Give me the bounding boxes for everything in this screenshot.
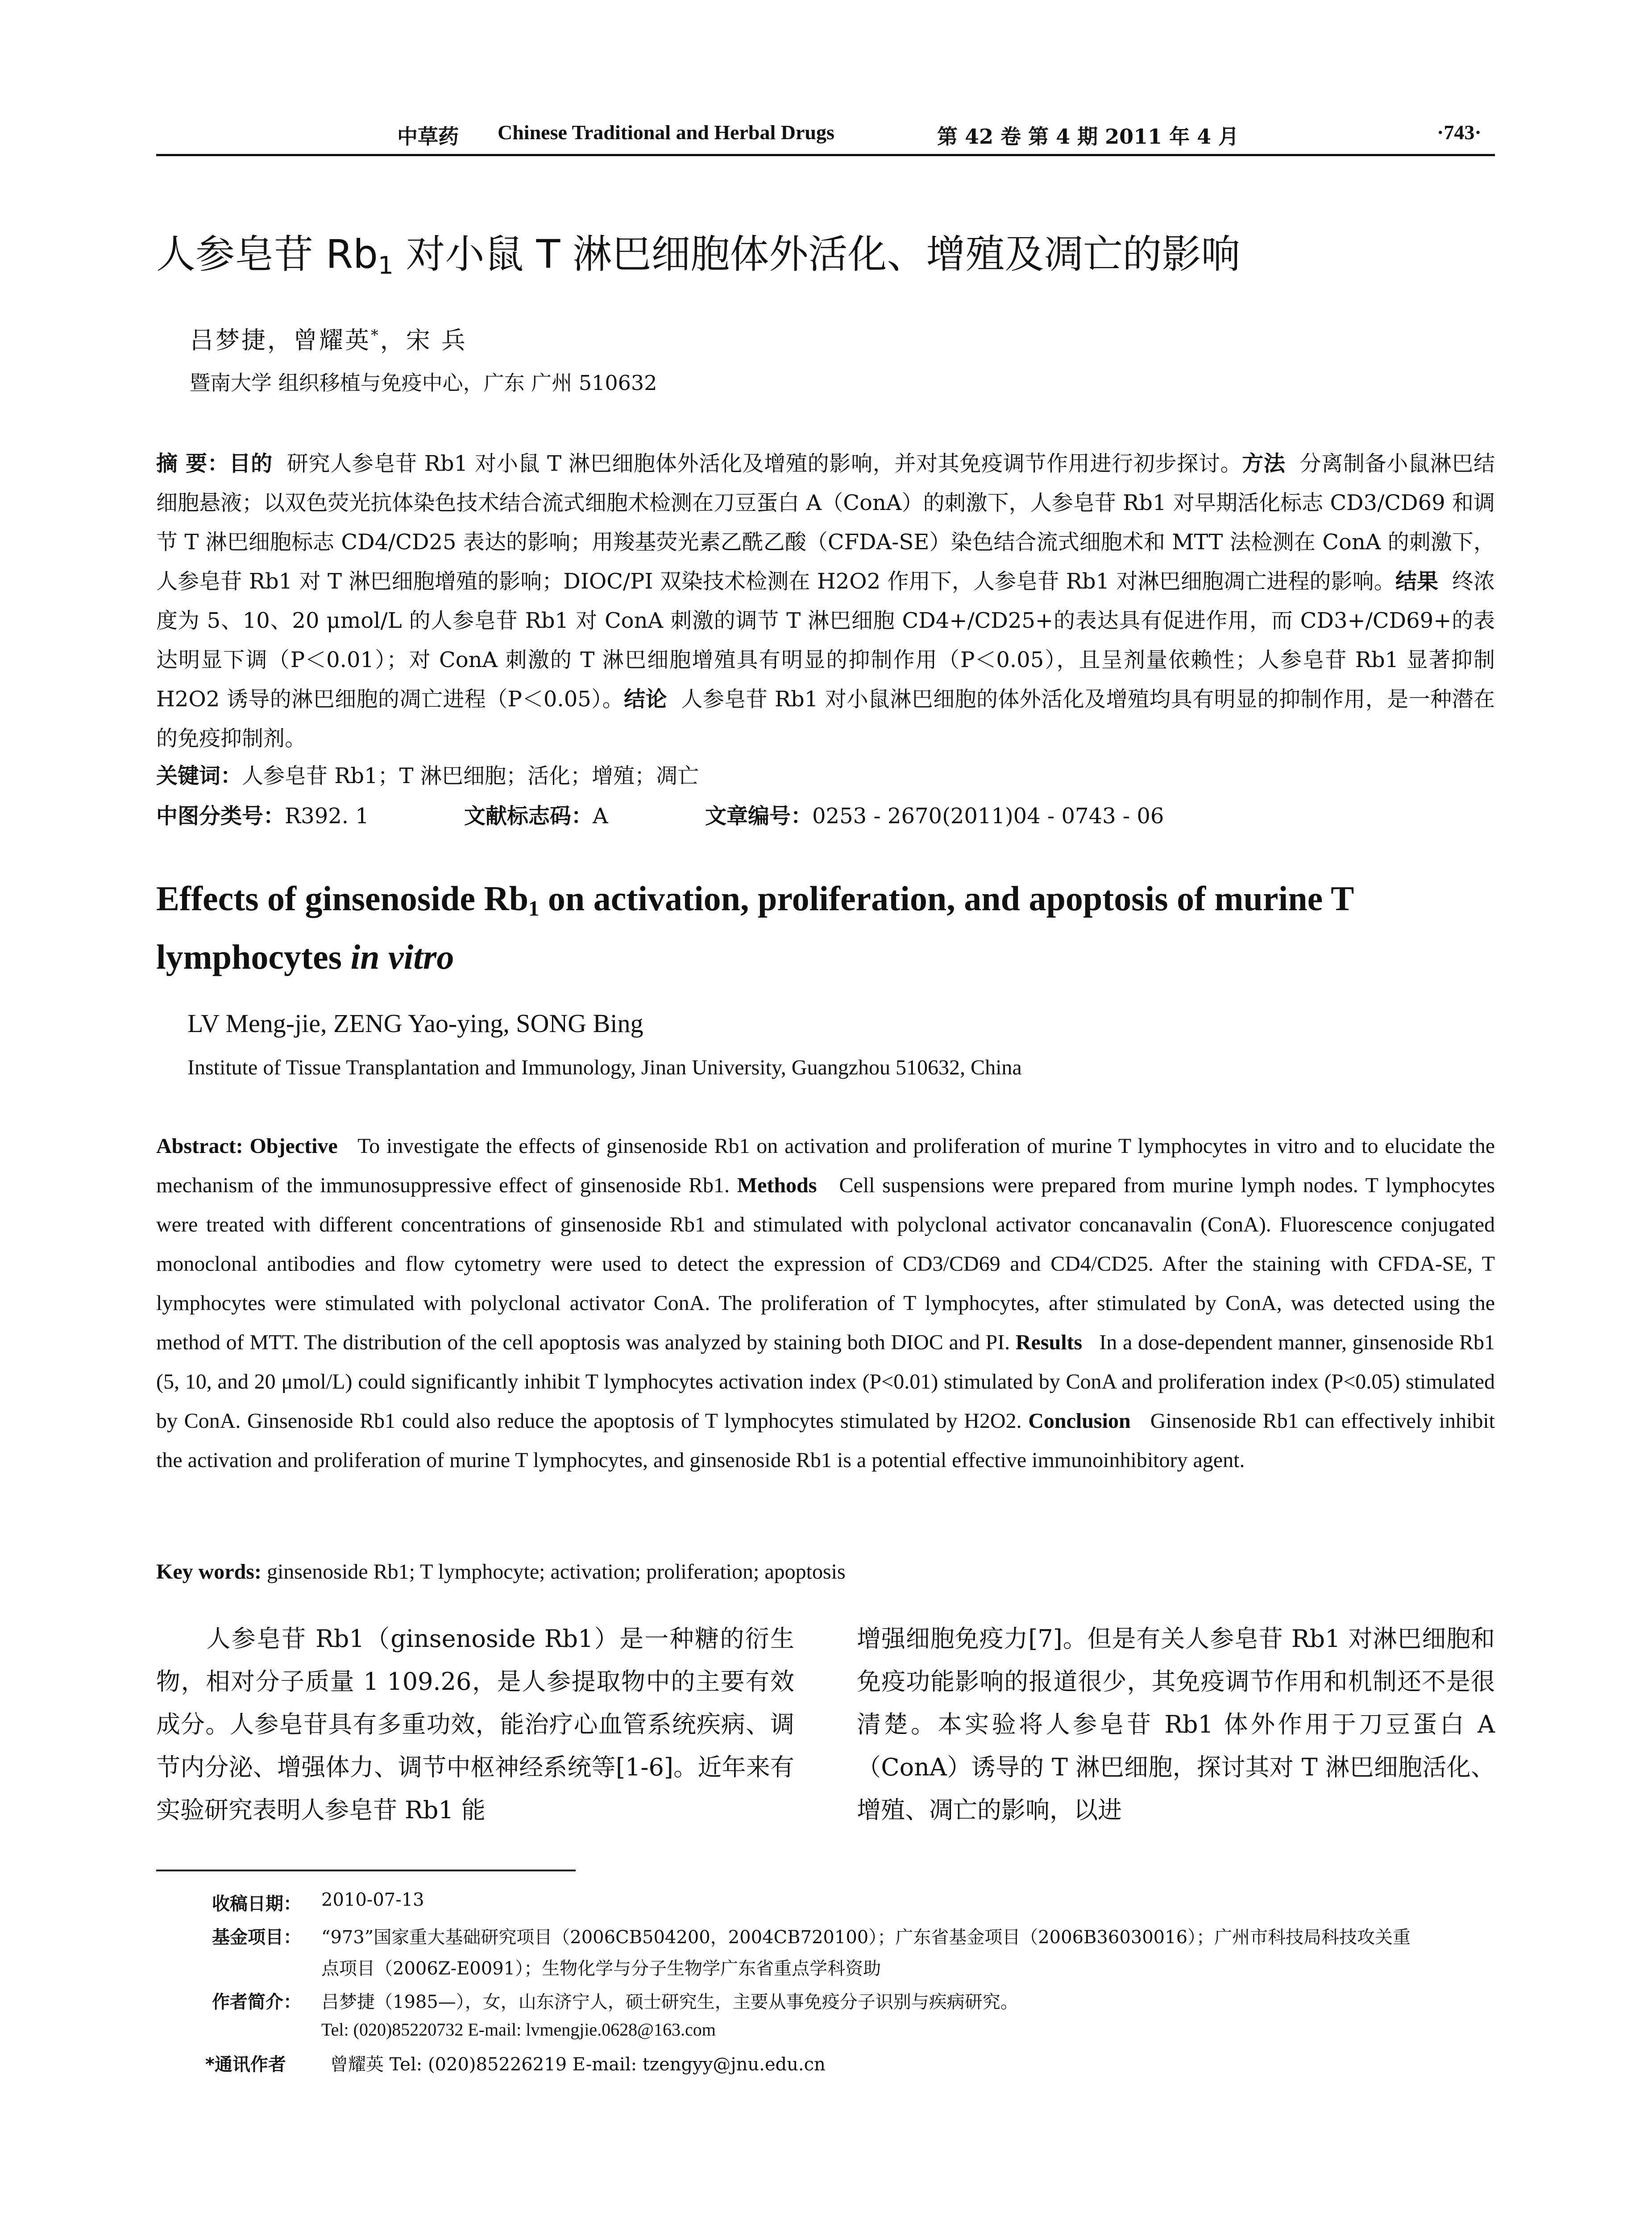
article-number — [705, 799, 1164, 829]
methods-text-en: Cell suspensions were prepared from murine lymph nodes. T lymphocytes were treated with different concentrations of ginsenoside Rb1 and stimulated with polyclonal activator concanavalin (ConA). Fluorescence conjugated monoclonal antibodies and flow cytometry were used to detect the expression of CD3/CD69 and CD4/CD25. After the staining with CFDA-SE, T lymphocytes were stimulated with polyclonal activator ConA. The proliferation of T lymphocytes, after stimulated by ConA, was detected using the method of MTT. The distribution of the cell apoptosis was analyzed by staining both DIOC and PI. — [156, 1174, 1495, 1354]
authors-cn-pre: 吕梦捷，曾耀英 — [190, 326, 371, 354]
header-rule — [156, 154, 1495, 156]
authors-cn — [190, 321, 467, 356]
keywords-cn — [156, 759, 699, 789]
conclusion-text-en: Ginsenoside Rb1 can effectively inhibit the activation and proliferation of murine T lymphocytes, and ginsenoside Rb1 is a potential effective immunoinhibitory agent. — [156, 1409, 1495, 1472]
article-number-value: 0253 - 2670(2011)04 - 0743 - 06 — [812, 804, 1164, 829]
authors-en: LV Meng-jie, ZENG Yao-ying, SONG Bing — [187, 1009, 643, 1038]
doc-code-value: A — [593, 804, 608, 829]
title-cn-post: 对小鼠 T 淋巴细胞体外活化、增殖及凋亡的影响 — [393, 231, 1241, 277]
article-number-label: 文章编号： — [705, 804, 813, 829]
conclusion-text-cn: 人参皂苷 Rb1 对小鼠淋巴细胞的体外活化及增殖均具有明显的抑制作用，是一种潜在的免疫抑制剂。 — [156, 687, 1495, 751]
received-label: 收稿日期： — [212, 1894, 301, 1914]
funding-line-2: 点项目（2006Z-E0091）；生物化学与分子生物学广东省重点学科资助 — [321, 1958, 881, 1979]
doc-code-label: 文献标志码： — [464, 804, 593, 829]
clc-label: 中图分类号： — [156, 804, 285, 829]
journal-name-en: Chinese Traditional and Herbal Drugs — [498, 121, 834, 144]
corresponding-mark: * — [371, 326, 380, 344]
title-en-pre: Effects of ginsenoside Rb — [156, 879, 529, 918]
objective-text-cn: 研究人参皂苷 Rb1 对小鼠 T 淋巴细胞体外活化及增殖的影响，并对其免疫调节作用进行初步探讨。 — [286, 451, 1242, 476]
page-number: ·743· — [1437, 121, 1482, 144]
doc-code — [464, 799, 608, 829]
title-cn — [156, 223, 1240, 280]
title-en-italic: in vitro — [350, 937, 454, 977]
title-cn-sub: 1 — [378, 251, 394, 280]
methods-label-cn: 方法 — [1242, 451, 1286, 476]
received-date: 2010-07-13 — [321, 1890, 424, 1910]
title-en-mid: on activation, proliferation, and apoptosis of murine T lymphocytes — [156, 879, 1353, 977]
methods-label-en: Methods — [737, 1174, 817, 1197]
funding-line-1: “973”国家重大基础研究项目（2006CB504200，2004CB720100）；广东省基金项目（2006B36030016）；广州市科技局科技攻关重 — [321, 1927, 1411, 1948]
classification-row — [156, 799, 369, 829]
body-column-right: 增强细胞免疫力[7]。但是有关人参皂苷 Rb1 对淋巴细胞和免疫功能影响的报道很少，其免疫调节作用和机制还不是很清楚。本实验将人参皂苷 Rb1 体外作用于刀豆蛋白 A（ConA）诱导的 T 淋巴细胞，探讨其对 T 淋巴细胞活化、增殖、凋亡的影响，以进 — [857, 1625, 1495, 1824]
title-en-sub: 1 — [528, 897, 540, 921]
conclusion-label-cn: 结论 — [624, 687, 667, 712]
authors-cn-post: ，宋 兵 — [380, 326, 467, 354]
results-label-cn: 结果 — [1395, 569, 1439, 594]
conclusion-label-en: Conclusion — [1028, 1409, 1131, 1433]
journal-issue: 第 42 卷 第 4 期 2011 年 4 月 — [937, 124, 1239, 149]
objective-text-en: To investigate the effects of ginsenoside Rb1 on activation and proliferation of murine T lymphocytes in vitro and to elucidate the mechanism of the immunosuppressive effect of ginsenoside Rb1. — [156, 1134, 1495, 1197]
body-column-left — [156, 1617, 794, 1832]
footnote-rule — [156, 1870, 576, 1871]
results-label-en: Results — [1015, 1331, 1083, 1354]
abstract-en-label: Abstract: — [156, 1134, 243, 1158]
funding-label: 基金项目： — [212, 1927, 301, 1948]
body-left-text: 人参皂苷 Rb1（ginsenoside Rb1）是一种糖的衍生物，相对分子质量 1 109.26，是人参提取物中的主要有效成分。人参皂苷具有多重功效，能治疗心血管系统疾病、调节内分泌、增强体力、调节中枢神经系统等[1-6]。近年来有实验研究表明人参皂苷 Rb1 能 — [156, 1625, 794, 1824]
corresponding-label: *通讯作者 — [205, 2054, 286, 2075]
keywords-cn-label: 关键词： — [156, 763, 242, 788]
author-bio-line-2: Tel: (020)85220732 E-mail: lvmengjie.0628@163.com — [321, 2020, 716, 2040]
results-text-cn: 终浓度为 5、10、20 μmol/L 的人参皂苷 Rb1 对 ConA 刺激的调节 T 淋巴细胞 CD4+/CD25+的表达具有促进作用，而 CD3+/CD69+的表达明显下调（P＜0.01）；对 ConA 刺激的 T 淋巴细胞增殖具有明显的抑制作用（P＜0.05），且呈剂量依赖性；人参皂苷 Rb1 显著抑制 H2O2 诱导的淋巴细胞的凋亡进程（P＜0.05）。 — [156, 569, 1495, 712]
title-en — [156, 875, 1517, 981]
methods-text-cn: 分离制备小鼠淋巴结细胞悬液；以双色荧光抗体染色技术结合流式细胞术检测在刀豆蛋白 A（ConA）的刺激下，人参皂苷 Rb1 对早期活化标志 CD3/CD69 和调节 T 淋巴细胞标志 CD4/CD25 表达的影响；用羧基荧光素乙酰乙酸（CFDA-SE）染色结合流式细胞术和 MTT 法检测在 ConA 的刺激下，人参皂苷 Rb1 对 T 淋巴细胞增殖的影响；DIOC/PI 双染技术检测在 H2O2 作用下，人参皂苷 Rb1 对淋巴细胞凋亡进程的影响。 — [156, 451, 1495, 594]
objective-label-cn: 目的 — [229, 451, 273, 476]
journal-name-cn: 中草药 — [397, 124, 459, 149]
author-bio-label: 作者简介： — [212, 1992, 301, 2012]
keywords-en-text: ginsenoside Rb1; T lymphocyte; activation; proliferation; apoptosis — [266, 1560, 846, 1584]
keywords-en-label: Key words: — [156, 1560, 261, 1584]
corresponding-info: 曾耀英 Tel: (020)85226219 E-mail: tzengyy@jnu.edu.cn — [330, 2054, 826, 2075]
author-bio-line-1: 吕梦捷（1985—），女，山东济宁人，硕士研究生，主要从事免疫分子识别与疾病研究。 — [321, 1992, 1018, 2012]
abstract-cn — [156, 444, 1495, 758]
abstract-en — [156, 1127, 1495, 1480]
clc-value: R392. 1 — [285, 804, 369, 829]
results-text-en: In a dose-dependent manner, ginsenoside Rb1 (5, 10, and 20 μmol/L) could significantly inhibit T lymphocytes activation index (P<0.01) stimulated by ConA and proliferation index (P<0.05) stimulated by ConA. Ginsenoside Rb1 could also reduce the apoptosis of T lymphocytes stimulated by H2O2. — [156, 1331, 1495, 1433]
affiliation-en: Institute of Tissue Transplantation and Immunology, Jinan University, Guangzhou 510632, China — [187, 1056, 1022, 1079]
affiliation-cn: 暨南大学 组织移植与免疫中心，广东 广州 510632 — [190, 371, 657, 395]
abstract-cn-label: 摘 要： — [156, 451, 229, 476]
objective-label-en: Objective — [249, 1134, 338, 1158]
title-cn-pre: 人参皂苷 Rb — [156, 231, 378, 277]
keywords-cn-text: 人参皂苷 Rb1；T 淋巴细胞；活化；增殖；凋亡 — [242, 763, 699, 788]
keywords-en — [156, 1559, 846, 1584]
